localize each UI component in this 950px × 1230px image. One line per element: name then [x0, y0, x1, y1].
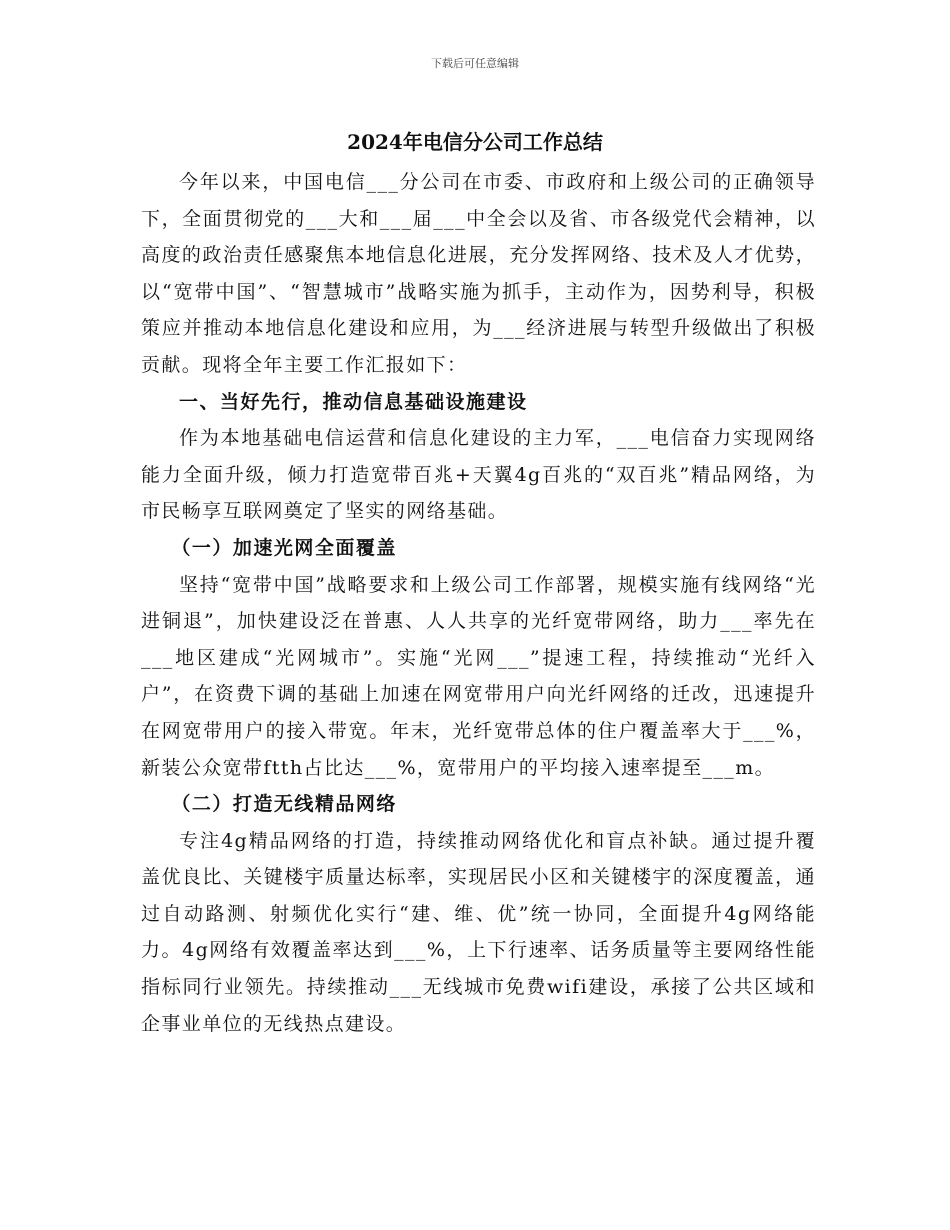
subsection-1-heading: （一）加速光网全面覆盖: [171, 536, 397, 559]
page-header: 下载后可任意编辑: [431, 57, 519, 70]
subsection-2-paragraph: 专注4g精品网络的打造，持续推动网络优化和盲点补缺。通过提升覆盖优良比、关键楼宇质量达标率，实现居民小区和关键楼宇的深度覆盖，通过自动路测、射频优化实行“建、维、优”统一协同，全面提升4g网络能力。4g网络有效覆盖率达到___%，上下行速率、话务质量等主要网络性能指标同行业领先。持续推动___无线城市免费wifi建设，承接了公共区域和企事业单位的无线热点建设。: [141, 829, 816, 1035]
document-body: [141, 164, 816, 1042]
document-title: 2024年电信分公司工作总结: [347, 130, 603, 154]
section-1-paragraph: 作为本地基础电信运营和信息化建设的主力军，___电信奋力实现网络能力全面升级，倾力打造宽带百兆+天翼4g百兆的“双百兆”精品网络，为市民畅享互联网奠定了坚实的网络基础。: [141, 427, 816, 523]
section-1-heading: 一、当好先行，推动信息基础设施建设: [179, 390, 528, 413]
subsection-1-paragraph: 坚持“宽带中国”战略要求和上级公司工作部署，规模实施有线网络“光进铜退”，加快建设泛在普惠、人人共享的光纤宽带网络，助力___率先在___地区建成“光网城市”。实施“光网___”提速工程，持续推动“光纤入户”，在资费下调的基础上加速在网宽带用户向光纤网络的迁改，迅速提升在网宽带用户的接入带宽。年末，光纤宽带总体的住户覆盖率大于___%，新装公众宽带ftth占比达___%，宽带用户的平均接入速率提至___m。: [141, 573, 816, 779]
subsection-2-heading: （二）打造无线精品网络: [171, 793, 397, 816]
intro-paragraph: 今年以来，中国电信___分公司在市委、市政府和上级公司的正确领导下，全面贯彻党的___大和___届___中全会以及省、市各级党代会精神，以高度的政治责任感聚焦本地信息化进展，充分发挥网络、技术及人才优势，以“宽带中国”、“智慧城市”战略实施为抓手，主动作为，因势利导，积极策应并推动本地信息化建设和应用，为___经济进展与转型升级做出了积极贡献。现将全年主要工作汇报如下：: [141, 171, 816, 376]
